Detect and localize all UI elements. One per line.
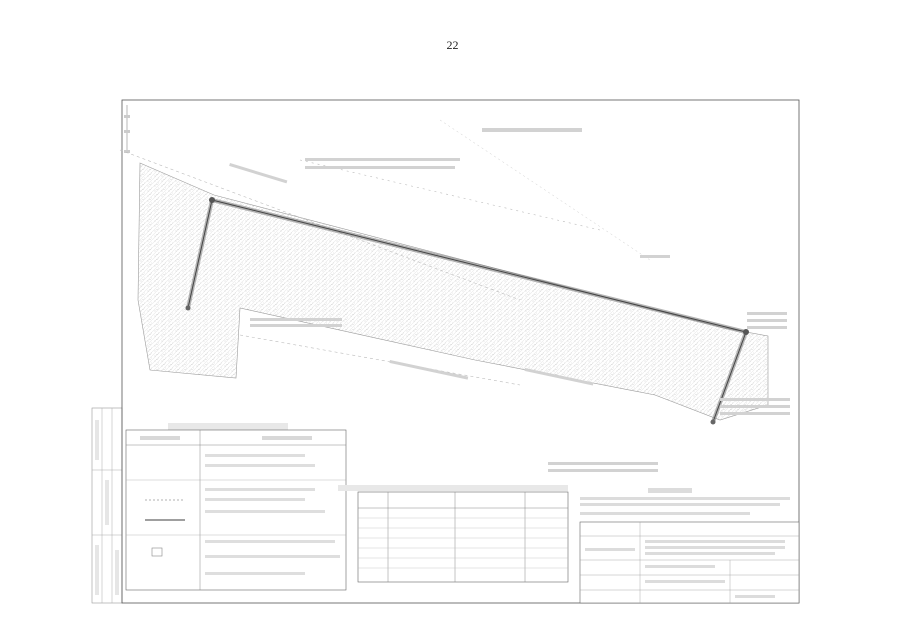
north-arrow [124, 105, 130, 153]
binding-strip [92, 408, 122, 603]
land-strip [120, 120, 768, 420]
legend-box [126, 423, 346, 590]
page-number: 22 [446, 38, 459, 52]
notes-block [580, 488, 790, 515]
title-block [580, 522, 799, 603]
land-plots-table [338, 485, 568, 582]
